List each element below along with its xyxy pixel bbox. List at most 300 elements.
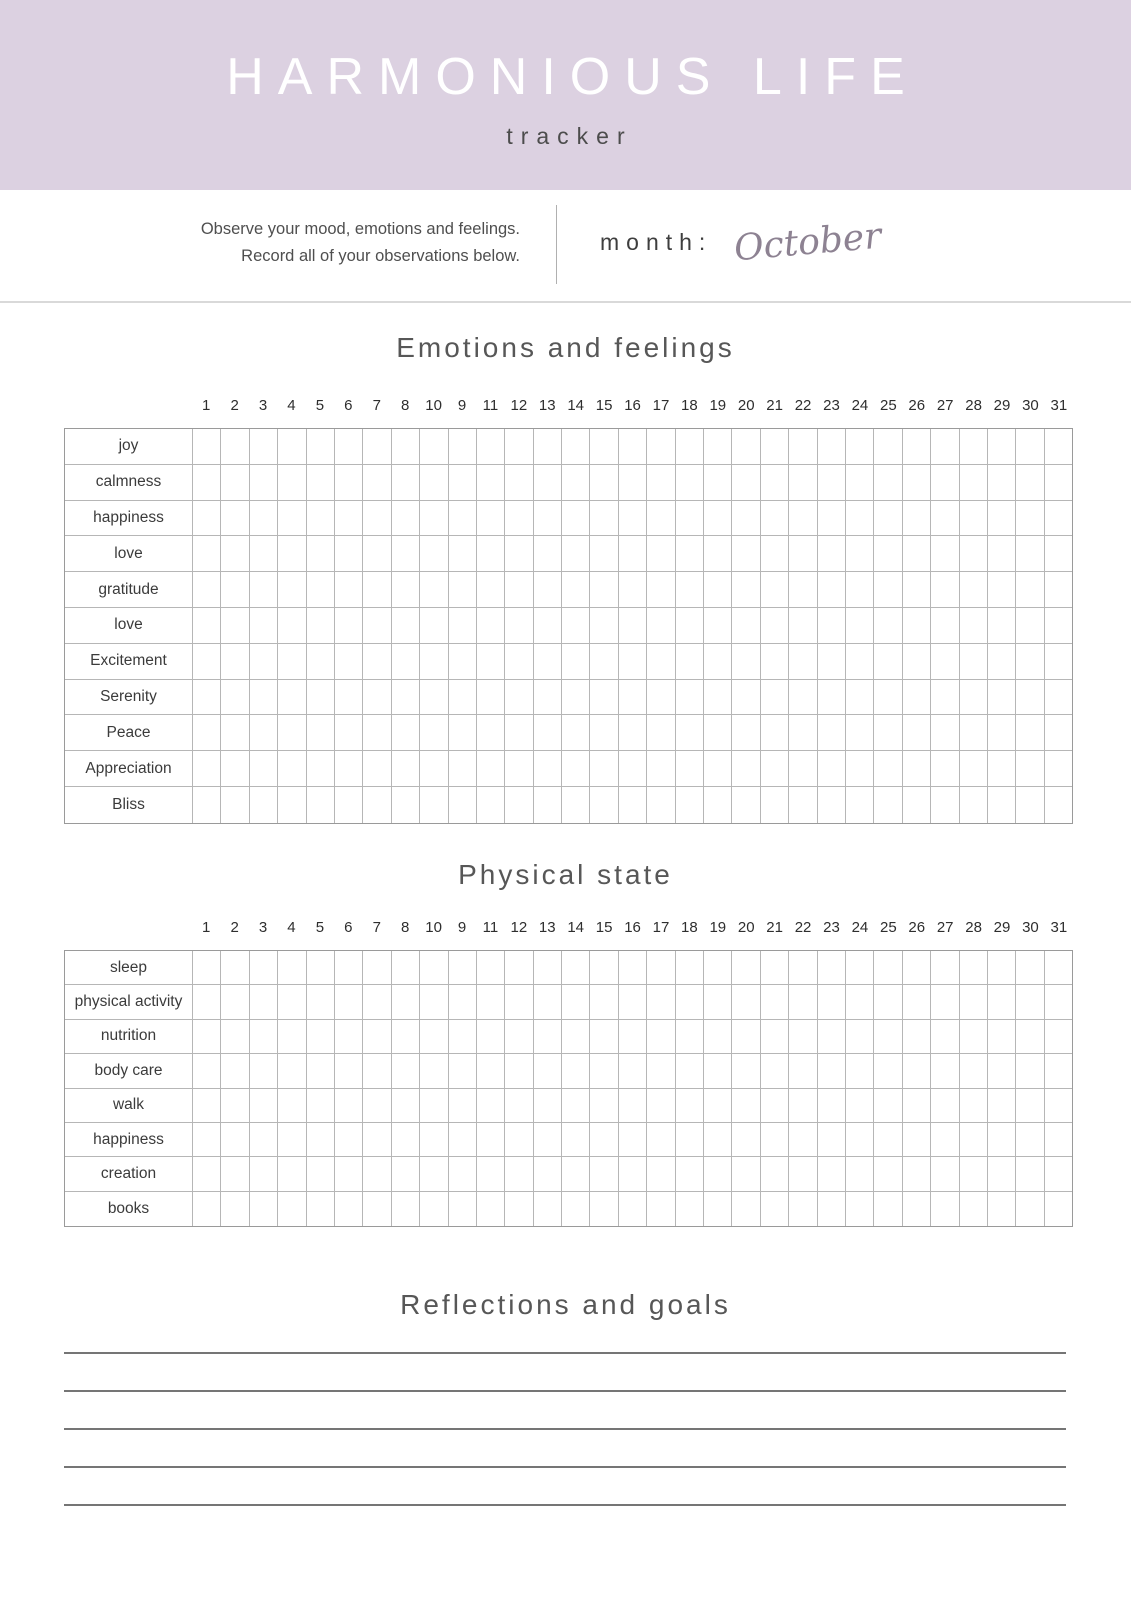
tracker-cell[interactable] [1044,1020,1072,1053]
tracker-cell[interactable] [731,787,759,823]
tracker-cell[interactable] [589,715,617,750]
tracker-cell[interactable] [192,1089,220,1122]
tracker-cell[interactable] [703,465,731,500]
tracker-cell[interactable] [306,715,334,750]
tracker-cell[interactable] [306,1054,334,1087]
tracker-cell[interactable] [391,715,419,750]
tracker-cell[interactable] [334,951,362,984]
tracker-cell[interactable] [902,751,930,786]
tracker-cell[interactable] [220,1054,248,1087]
tracker-cell[interactable] [902,501,930,536]
tracker-cell[interactable] [845,1089,873,1122]
tracker-cell[interactable] [788,1020,816,1053]
tracker-cell[interactable] [362,429,390,464]
tracker-cell[interactable] [504,644,532,679]
tracker-cell[interactable] [589,536,617,571]
writing-line[interactable] [64,1504,1066,1506]
tracker-cell[interactable] [362,501,390,536]
tracker-cell[interactable] [533,608,561,643]
tracker-cell[interactable] [987,951,1015,984]
tracker-cell[interactable] [646,1123,674,1156]
tracker-cell[interactable] [760,1123,788,1156]
tracker-cell[interactable] [1015,1123,1043,1156]
tracker-cell[interactable] [845,608,873,643]
tracker-cell[interactable] [504,1123,532,1156]
tracker-cell[interactable] [192,608,220,643]
tracker-cell[interactable] [1044,751,1072,786]
tracker-cell[interactable] [1044,715,1072,750]
tracker-cell[interactable] [192,680,220,715]
tracker-cell[interactable] [277,465,305,500]
tracker-cell[interactable] [703,536,731,571]
tracker-cell[interactable] [987,1054,1015,1087]
tracker-cell[interactable] [930,1123,958,1156]
tracker-cell[interactable] [419,536,447,571]
tracker-cell[interactable] [192,572,220,607]
tracker-cell[interactable] [618,1089,646,1122]
tracker-cell[interactable] [987,1123,1015,1156]
tracker-cell[interactable] [731,608,759,643]
tracker-cell[interactable] [220,644,248,679]
tracker-cell[interactable] [561,608,589,643]
tracker-cell[interactable] [1044,1054,1072,1087]
tracker-cell[interactable] [220,1089,248,1122]
tracker-cell[interactable] [249,608,277,643]
tracker-cell[interactable] [306,644,334,679]
tracker-cell[interactable] [1044,572,1072,607]
tracker-cell[interactable] [646,572,674,607]
tracker-cell[interactable] [873,429,901,464]
tracker-cell[interactable] [675,1020,703,1053]
tracker-cell[interactable] [220,536,248,571]
tracker-cell[interactable] [476,787,504,823]
tracker-cell[interactable] [334,1054,362,1087]
tracker-cell[interactable] [703,1020,731,1053]
tracker-cell[interactable] [987,644,1015,679]
tracker-cell[interactable] [306,787,334,823]
tracker-cell[interactable] [334,787,362,823]
tracker-cell[interactable] [448,787,476,823]
tracker-cell[interactable] [817,715,845,750]
tracker-cell[interactable] [959,715,987,750]
tracker-cell[interactable] [504,985,532,1018]
tracker-cell[interactable] [561,536,589,571]
tracker-cell[interactable] [845,465,873,500]
tracker-cell[interactable] [873,787,901,823]
tracker-cell[interactable] [902,572,930,607]
tracker-cell[interactable] [277,715,305,750]
tracker-cell[interactable] [249,751,277,786]
tracker-cell[interactable] [731,751,759,786]
tracker-cell[interactable] [873,465,901,500]
tracker-cell[interactable] [533,536,561,571]
tracker-cell[interactable] [959,1123,987,1156]
tracker-cell[interactable] [1015,572,1043,607]
tracker-cell[interactable] [448,1157,476,1190]
tracker-cell[interactable] [646,715,674,750]
tracker-cell[interactable] [675,1192,703,1226]
tracker-cell[interactable] [249,501,277,536]
tracker-cell[interactable] [504,501,532,536]
tracker-cell[interactable] [987,1020,1015,1053]
tracker-cell[interactable] [873,1123,901,1156]
tracker-cell[interactable] [362,1089,390,1122]
tracker-cell[interactable] [476,572,504,607]
tracker-cell[interactable] [618,985,646,1018]
tracker-cell[interactable] [448,429,476,464]
tracker-cell[interactable] [1044,680,1072,715]
tracker-cell[interactable] [192,787,220,823]
tracker-cell[interactable] [504,536,532,571]
tracker-cell[interactable] [902,1123,930,1156]
tracker-cell[interactable] [1044,536,1072,571]
tracker-cell[interactable] [675,608,703,643]
tracker-cell[interactable] [731,1157,759,1190]
tracker-cell[interactable] [277,572,305,607]
tracker-cell[interactable] [1044,429,1072,464]
tracker-cell[interactable] [675,465,703,500]
tracker-cell[interactable] [845,572,873,607]
tracker-cell[interactable] [1015,608,1043,643]
tracker-cell[interactable] [249,1054,277,1087]
tracker-cell[interactable] [589,680,617,715]
tracker-cell[interactable] [504,1089,532,1122]
tracker-cell[interactable] [561,1089,589,1122]
tracker-cell[interactable] [448,1020,476,1053]
tracker-cell[interactable] [220,951,248,984]
tracker-cell[interactable] [589,985,617,1018]
tracker-cell[interactable] [362,951,390,984]
tracker-cell[interactable] [476,1089,504,1122]
tracker-cell[interactable] [249,465,277,500]
tracker-cell[interactable] [902,429,930,464]
tracker-cell[interactable] [249,715,277,750]
tracker-cell[interactable] [391,951,419,984]
tracker-cell[interactable] [277,787,305,823]
tracker-cell[interactable] [362,1123,390,1156]
tracker-cell[interactable] [589,644,617,679]
tracker-cell[interactable] [618,1157,646,1190]
tracker-cell[interactable] [334,644,362,679]
tracker-cell[interactable] [192,951,220,984]
tracker-cell[interactable] [675,429,703,464]
tracker-cell[interactable] [959,644,987,679]
tracker-cell[interactable] [220,715,248,750]
tracker-cell[interactable] [277,1089,305,1122]
tracker-cell[interactable] [845,1157,873,1190]
tracker-cell[interactable] [504,1192,532,1226]
tracker-cell[interactable] [220,572,248,607]
tracker-cell[interactable] [845,536,873,571]
tracker-cell[interactable] [334,608,362,643]
tracker-cell[interactable] [277,1157,305,1190]
tracker-cell[interactable] [618,1192,646,1226]
tracker-cell[interactable] [589,572,617,607]
tracker-cell[interactable] [277,536,305,571]
tracker-cell[interactable] [533,680,561,715]
tracker-cell[interactable] [760,1089,788,1122]
tracker-cell[interactable] [703,1089,731,1122]
tracker-cell[interactable] [561,465,589,500]
tracker-cell[interactable] [703,680,731,715]
tracker-cell[interactable] [220,787,248,823]
tracker-cell[interactable] [334,1192,362,1226]
tracker-cell[interactable] [391,1123,419,1156]
tracker-cell[interactable] [589,1157,617,1190]
tracker-cell[interactable] [675,644,703,679]
tracker-cell[interactable] [987,751,1015,786]
tracker-cell[interactable] [987,501,1015,536]
tracker-cell[interactable] [788,465,816,500]
tracker-cell[interactable] [731,501,759,536]
tracker-cell[interactable] [277,501,305,536]
tracker-cell[interactable] [1044,1123,1072,1156]
tracker-cell[interactable] [731,1089,759,1122]
tracker-cell[interactable] [646,608,674,643]
tracker-cell[interactable] [448,951,476,984]
tracker-cell[interactable] [1015,429,1043,464]
tracker-cell[interactable] [306,501,334,536]
tracker-cell[interactable] [760,644,788,679]
tracker-cell[interactable] [930,572,958,607]
tracker-cell[interactable] [845,1020,873,1053]
tracker-cell[interactable] [334,1089,362,1122]
tracker-cell[interactable] [788,501,816,536]
tracker-cell[interactable] [959,951,987,984]
tracker-cell[interactable] [902,1020,930,1053]
tracker-cell[interactable] [334,465,362,500]
tracker-cell[interactable] [306,608,334,643]
tracker-cell[interactable] [1015,1020,1043,1053]
tracker-cell[interactable] [362,465,390,500]
tracker-cell[interactable] [959,1192,987,1226]
tracker-cell[interactable] [817,536,845,571]
tracker-cell[interactable] [391,608,419,643]
tracker-cell[interactable] [476,680,504,715]
tracker-cell[interactable] [987,608,1015,643]
tracker-cell[interactable] [561,1157,589,1190]
tracker-cell[interactable] [249,985,277,1018]
tracker-cell[interactable] [192,429,220,464]
tracker-cell[interactable] [1044,985,1072,1018]
tracker-cell[interactable] [873,536,901,571]
tracker-cell[interactable] [788,680,816,715]
tracker-cell[interactable] [817,572,845,607]
tracker-cell[interactable] [589,501,617,536]
tracker-cell[interactable] [930,536,958,571]
tracker-cell[interactable] [192,501,220,536]
tracker-cell[interactable] [533,644,561,679]
tracker-cell[interactable] [817,787,845,823]
tracker-cell[interactable] [873,608,901,643]
tracker-cell[interactable] [817,644,845,679]
tracker-cell[interactable] [334,501,362,536]
tracker-cell[interactable] [533,1157,561,1190]
tracker-cell[interactable] [561,501,589,536]
tracker-cell[interactable] [277,680,305,715]
tracker-cell[interactable] [618,680,646,715]
tracker-cell[interactable] [220,1020,248,1053]
tracker-cell[interactable] [419,751,447,786]
tracker-cell[interactable] [504,1157,532,1190]
tracker-cell[interactable] [362,680,390,715]
tracker-cell[interactable] [192,644,220,679]
tracker-cell[interactable] [220,465,248,500]
tracker-cell[interactable] [817,1157,845,1190]
tracker-cell[interactable] [306,1089,334,1122]
tracker-cell[interactable] [1015,787,1043,823]
tracker-cell[interactable] [504,951,532,984]
tracker-cell[interactable] [873,644,901,679]
tracker-cell[interactable] [703,751,731,786]
tracker-cell[interactable] [987,536,1015,571]
tracker-cell[interactable] [817,951,845,984]
tracker-cell[interactable] [391,680,419,715]
tracker-cell[interactable] [731,1020,759,1053]
tracker-cell[interactable] [731,644,759,679]
tracker-cell[interactable] [192,751,220,786]
tracker-cell[interactable] [533,985,561,1018]
tracker-cell[interactable] [902,680,930,715]
tracker-cell[interactable] [1015,644,1043,679]
tracker-cell[interactable] [1015,951,1043,984]
tracker-cell[interactable] [760,429,788,464]
tracker-cell[interactable] [646,465,674,500]
tracker-cell[interactable] [703,1192,731,1226]
tracker-cell[interactable] [589,608,617,643]
tracker-cell[interactable] [675,715,703,750]
tracker-cell[interactable] [249,951,277,984]
tracker-cell[interactable] [845,715,873,750]
tracker-cell[interactable] [362,1020,390,1053]
tracker-cell[interactable] [731,951,759,984]
writing-line[interactable] [64,1428,1066,1430]
tracker-cell[interactable] [334,429,362,464]
tracker-cell[interactable] [788,1089,816,1122]
tracker-cell[interactable] [249,1157,277,1190]
tracker-cell[interactable] [391,985,419,1018]
tracker-cell[interactable] [1015,536,1043,571]
tracker-cell[interactable] [902,1192,930,1226]
tracker-cell[interactable] [334,572,362,607]
tracker-cell[interactable] [1015,680,1043,715]
tracker-cell[interactable] [476,1020,504,1053]
tracker-cell[interactable] [646,1054,674,1087]
tracker-cell[interactable] [476,1054,504,1087]
tracker-cell[interactable] [731,1192,759,1226]
tracker-cell[interactable] [192,465,220,500]
tracker-cell[interactable] [675,572,703,607]
tracker-cell[interactable] [362,536,390,571]
tracker-cell[interactable] [504,608,532,643]
tracker-cell[interactable] [930,985,958,1018]
tracker-cell[interactable] [675,787,703,823]
tracker-cell[interactable] [618,465,646,500]
tracker-cell[interactable] [504,1020,532,1053]
tracker-cell[interactable] [987,572,1015,607]
tracker-cell[interactable] [618,644,646,679]
tracker-cell[interactable] [731,429,759,464]
tracker-cell[interactable] [504,572,532,607]
tracker-cell[interactable] [589,429,617,464]
tracker-cell[interactable] [873,1020,901,1053]
tracker-cell[interactable] [646,680,674,715]
tracker-cell[interactable] [533,1089,561,1122]
tracker-cell[interactable] [646,1020,674,1053]
tracker-cell[interactable] [504,787,532,823]
tracker-cell[interactable] [448,1054,476,1087]
tracker-cell[interactable] [817,465,845,500]
tracker-cell[interactable] [249,1123,277,1156]
tracker-cell[interactable] [703,985,731,1018]
tracker-cell[interactable] [589,1089,617,1122]
tracker-cell[interactable] [703,644,731,679]
tracker-cell[interactable] [930,1054,958,1087]
tracker-cell[interactable] [476,501,504,536]
tracker-cell[interactable] [561,429,589,464]
tracker-cell[interactable] [959,1089,987,1122]
tracker-cell[interactable] [788,536,816,571]
tracker-cell[interactable] [760,787,788,823]
tracker-cell[interactable] [1044,1089,1072,1122]
tracker-cell[interactable] [391,572,419,607]
tracker-cell[interactable] [561,787,589,823]
tracker-cell[interactable] [589,787,617,823]
tracker-cell[interactable] [306,1157,334,1190]
tracker-cell[interactable] [731,715,759,750]
tracker-cell[interactable] [220,429,248,464]
tracker-cell[interactable] [930,751,958,786]
tracker-cell[interactable] [391,644,419,679]
tracker-cell[interactable] [533,1020,561,1053]
tracker-cell[interactable] [448,572,476,607]
tracker-cell[interactable] [959,1054,987,1087]
tracker-cell[interactable] [731,465,759,500]
tracker-cell[interactable] [930,1192,958,1226]
tracker-cell[interactable] [731,985,759,1018]
tracker-cell[interactable] [930,680,958,715]
tracker-cell[interactable] [220,1192,248,1226]
tracker-cell[interactable] [362,1192,390,1226]
tracker-cell[interactable] [930,715,958,750]
tracker-cell[interactable] [703,608,731,643]
tracker-cell[interactable] [987,715,1015,750]
tracker-cell[interactable] [476,465,504,500]
tracker-cell[interactable] [1015,751,1043,786]
tracker-cell[interactable] [618,572,646,607]
tracker-cell[interactable] [277,951,305,984]
tracker-cell[interactable] [448,644,476,679]
tracker-cell[interactable] [703,1157,731,1190]
tracker-cell[interactable] [959,429,987,464]
tracker-cell[interactable] [845,501,873,536]
tracker-cell[interactable] [334,680,362,715]
tracker-cell[interactable] [306,465,334,500]
tracker-cell[interactable] [788,715,816,750]
tracker-cell[interactable] [220,1157,248,1190]
tracker-cell[interactable] [504,680,532,715]
tracker-cell[interactable] [249,429,277,464]
tracker-cell[interactable] [589,751,617,786]
tracker-cell[interactable] [277,751,305,786]
tracker-cell[interactable] [760,715,788,750]
tracker-cell[interactable] [703,501,731,536]
tracker-cell[interactable] [845,787,873,823]
tracker-cell[interactable] [192,1123,220,1156]
tracker-cell[interactable] [618,429,646,464]
tracker-cell[interactable] [419,1089,447,1122]
tracker-cell[interactable] [334,985,362,1018]
